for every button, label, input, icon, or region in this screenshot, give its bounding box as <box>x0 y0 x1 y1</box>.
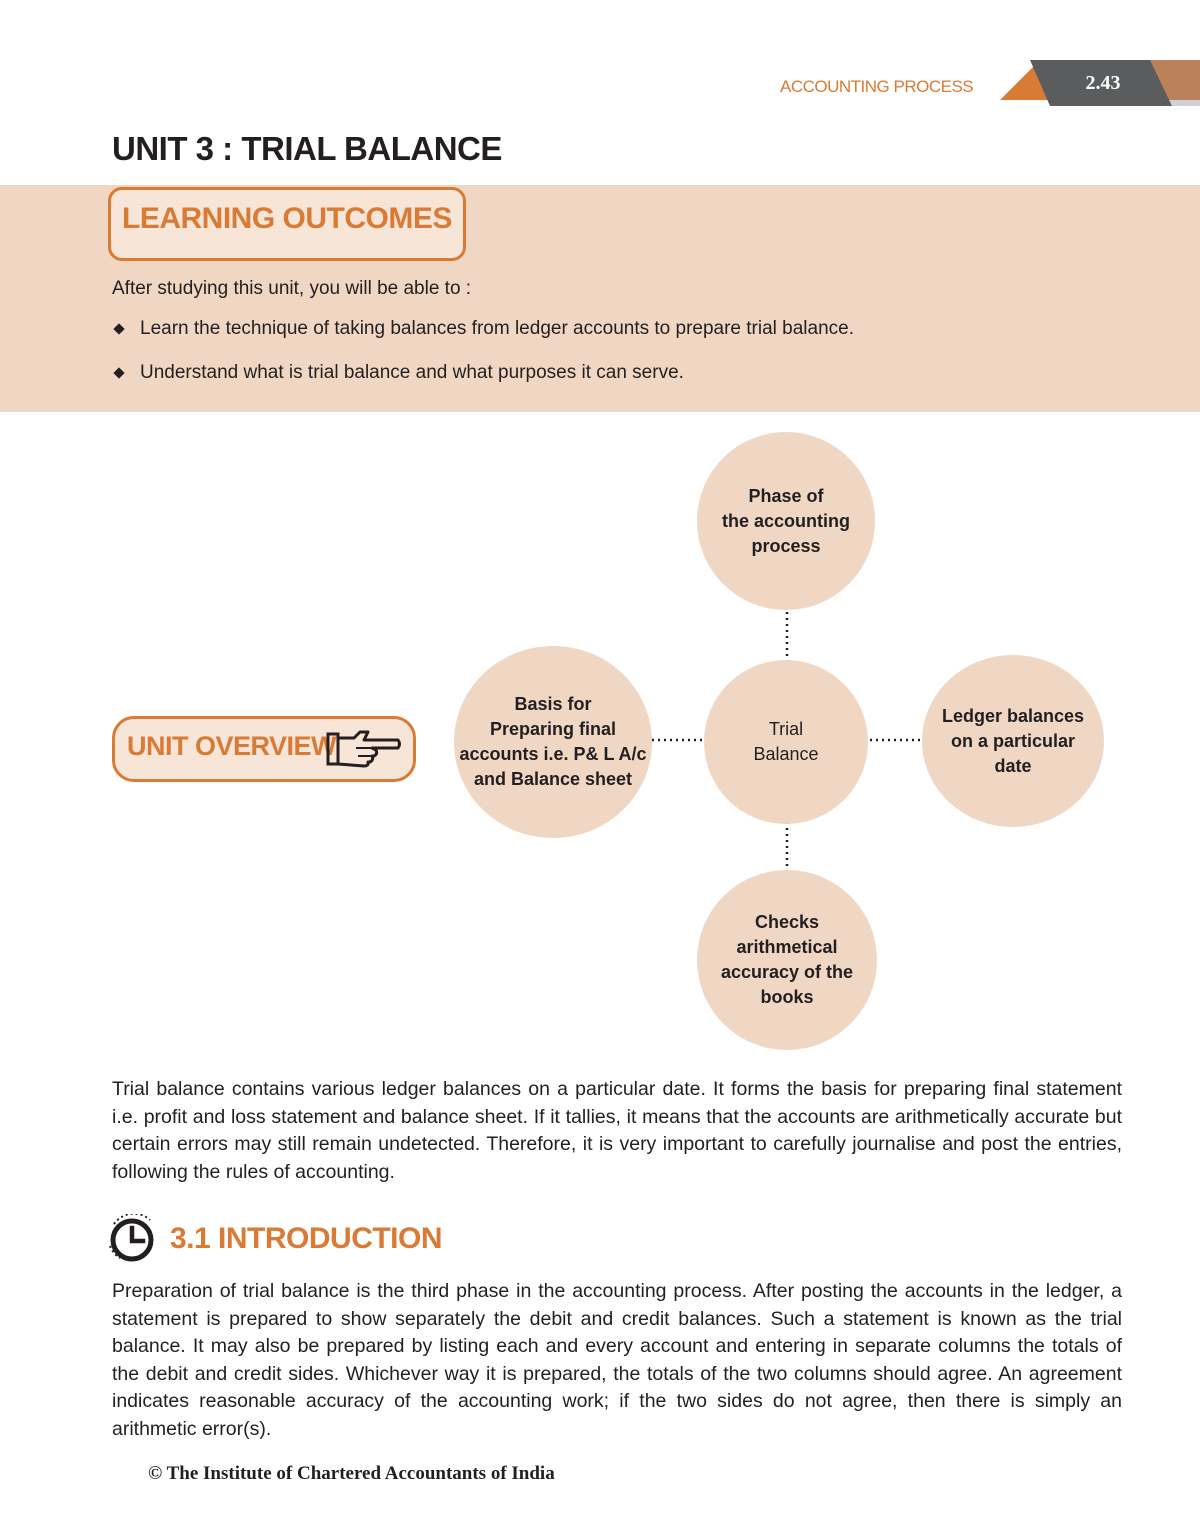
diagram-node-label: Phase of the accounting process <box>721 485 850 556</box>
introduction-heading: 3.1 INTRODUCTION <box>170 1222 443 1255</box>
overview-paragraph: Trial balance contains various ledger balances on a particular date. It forms the basis for preparing final statement i.e. profit and loss statement and balance sheet. If it tallies, it means that the accounts are arithmetically accurate but certain errors may still remain undetected. Therefore, it is very important to carefully journalise and post the entries, following the rules of accounting. <box>112 1078 1122 1183</box>
header-section-title: ACCOUNTING PROCESS <box>780 77 974 96</box>
diagram-node-label: Trial Balance <box>753 719 819 764</box>
list-item-text: Understand what is trial balance and what purposes it can serve. <box>140 362 684 383</box>
diagram-node-label: Ledger balances on a particular date <box>941 705 1085 776</box>
learning-outcomes-heading: LEARNING OUTCOMES <box>122 202 452 235</box>
unit-title: UNIT 3 : TRIAL BALANCE <box>112 130 502 167</box>
clock-icon <box>106 1214 162 1264</box>
diagram-node-label: Basis for Preparing final accounts i.e. P& L A/c and Balance sheet <box>459 694 647 789</box>
diagram-node-bottom <box>697 870 877 1050</box>
diagram-node-left <box>454 646 652 838</box>
introduction-paragraph: Preparation of trial balance is the third phase in the accounting process. After posting the accounts in the ledger, a statement is prepared to show separately the debit and credit balances. Such a statement is known as the trial balance. It may also be prepared by listing each and every account and entering in separate columns the totals of the debit and credit sides. Whichever way it is prepared, the totals of the two columns should agree. An agreement indicates reasonable accuracy of the accounting work; if the two sides do not agree, then there is simply an arithmetic error(s). <box>112 1280 1122 1440</box>
page-number: 2.43 <box>1085 72 1121 94</box>
diagram-node-right <box>922 655 1104 827</box>
diagram-node-label: Checks arithmetical accuracy of the books <box>720 912 854 1007</box>
footer-copyright: © The Institute of Chartered Accountants of India <box>148 1463 555 1484</box>
diagram-node-center <box>704 660 868 824</box>
learning-outcomes-intro: After studying this unit, you will be able to : <box>112 278 472 299</box>
diagram-node-top <box>697 432 875 610</box>
unit-overview-label: UNIT OVERVIEW <box>127 731 337 761</box>
list-item-text: Learn the technique of taking balances from ledger accounts to prepare trial balance. <box>140 318 855 339</box>
